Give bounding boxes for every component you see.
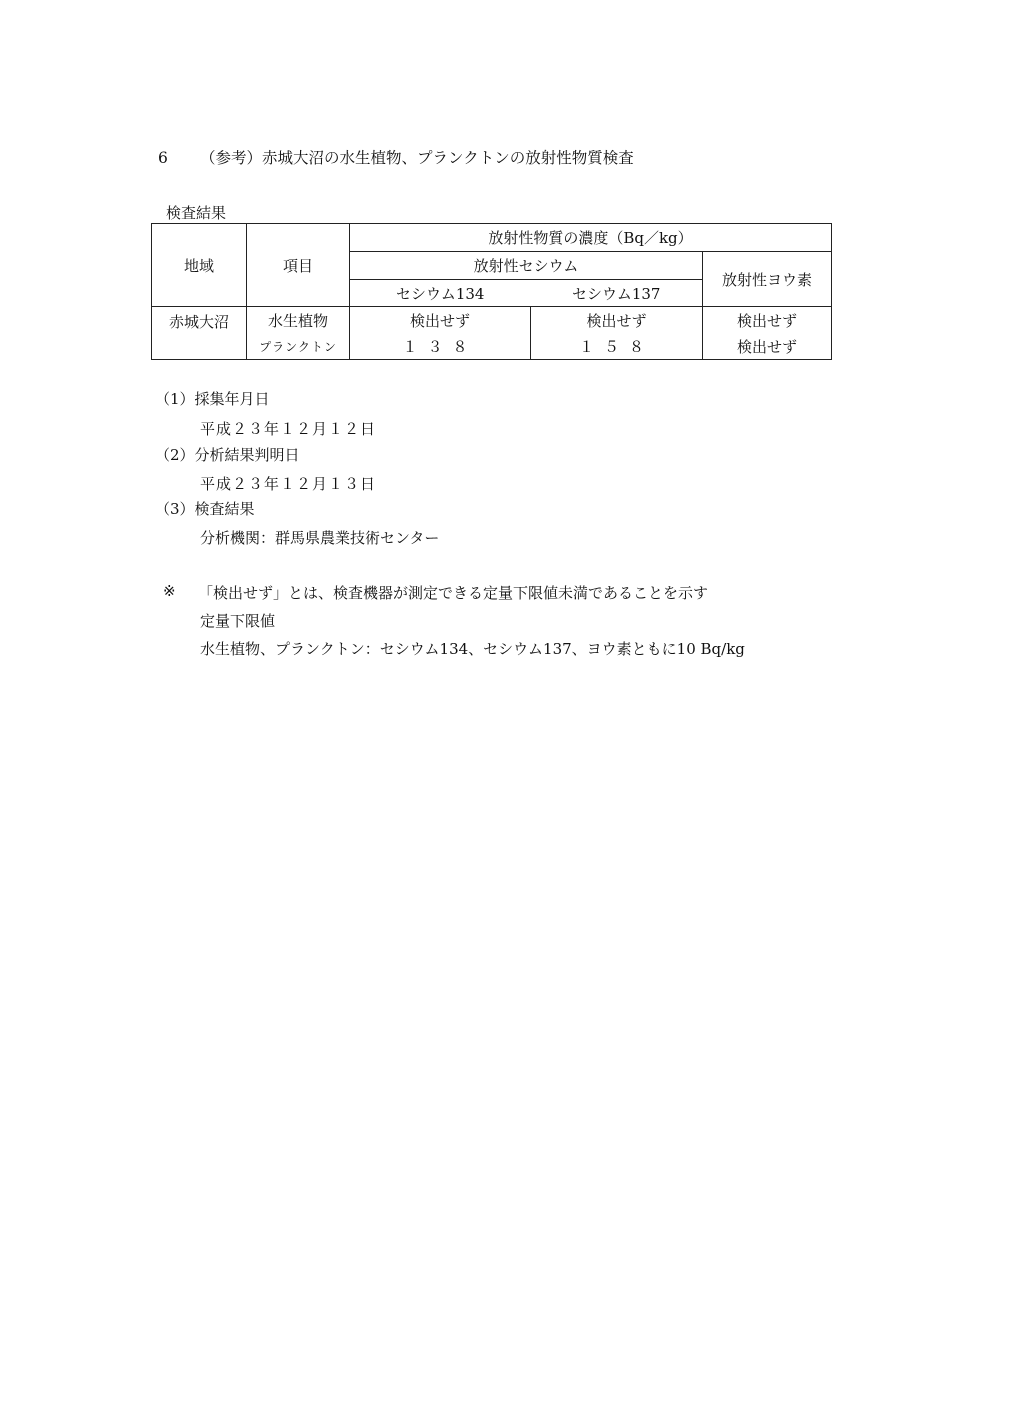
header-cesium: 放射性セシウム xyxy=(350,252,703,280)
table-header-row xyxy=(152,224,832,252)
section-3-value: 分析機関：群馬県農業技術センター xyxy=(200,529,440,547)
row-cs137: １５８ xyxy=(531,333,703,360)
section-2-label: （2）分析結果判明日 xyxy=(155,446,300,464)
header-region: 地域 xyxy=(152,224,247,307)
row-item: 水生植物 xyxy=(247,307,350,334)
row-cs134: 検出せず xyxy=(350,307,531,334)
row-iodine: 検出せず xyxy=(703,333,832,360)
header-item: 項目 xyxy=(247,224,350,307)
limit-label: 定量下限値 xyxy=(200,612,276,630)
header-concentration: 放射性物質の濃度（Bq／kg） xyxy=(350,224,832,252)
note-text: 「検出せず」とは、検査機器が測定できる定量下限値未満であることを示す xyxy=(198,584,709,602)
row-iodine: 検出せず xyxy=(703,307,832,334)
table-caption: 検査結果 xyxy=(166,204,227,222)
row-region: 赤城大沼 xyxy=(152,307,247,360)
limit-text: 水生植物、プランクトン：セシウム134、セシウム137、ヨウ素ともに10 Bq/kg xyxy=(200,640,745,658)
section-heading xyxy=(158,146,634,168)
header-iodine: 放射性ヨウ素 xyxy=(703,252,832,307)
row-cs137: 検出せず xyxy=(531,307,703,334)
header-cs134: セシウム134 xyxy=(350,280,531,307)
section-2-value: 平成２３年１２月１３日 xyxy=(200,475,377,493)
section-3-label: （3）検査結果 xyxy=(155,500,255,518)
row-cs134: １３８ xyxy=(350,333,531,360)
section-1-value: 平成２３年１２月１２日 xyxy=(200,420,377,438)
section-title: （参考）赤城大沼の水生植物、プランクトンの放射性物質検査 xyxy=(200,149,634,167)
table-row xyxy=(152,333,832,360)
note-mark: ※ xyxy=(163,582,176,600)
section-number: 6 xyxy=(158,149,168,167)
row-item: プランクトン xyxy=(247,333,350,360)
results-table xyxy=(151,223,832,360)
header-cs137: セシウム137 xyxy=(531,280,703,307)
table-row xyxy=(152,307,832,334)
section-1-label: （1）採集年月日 xyxy=(155,390,270,408)
